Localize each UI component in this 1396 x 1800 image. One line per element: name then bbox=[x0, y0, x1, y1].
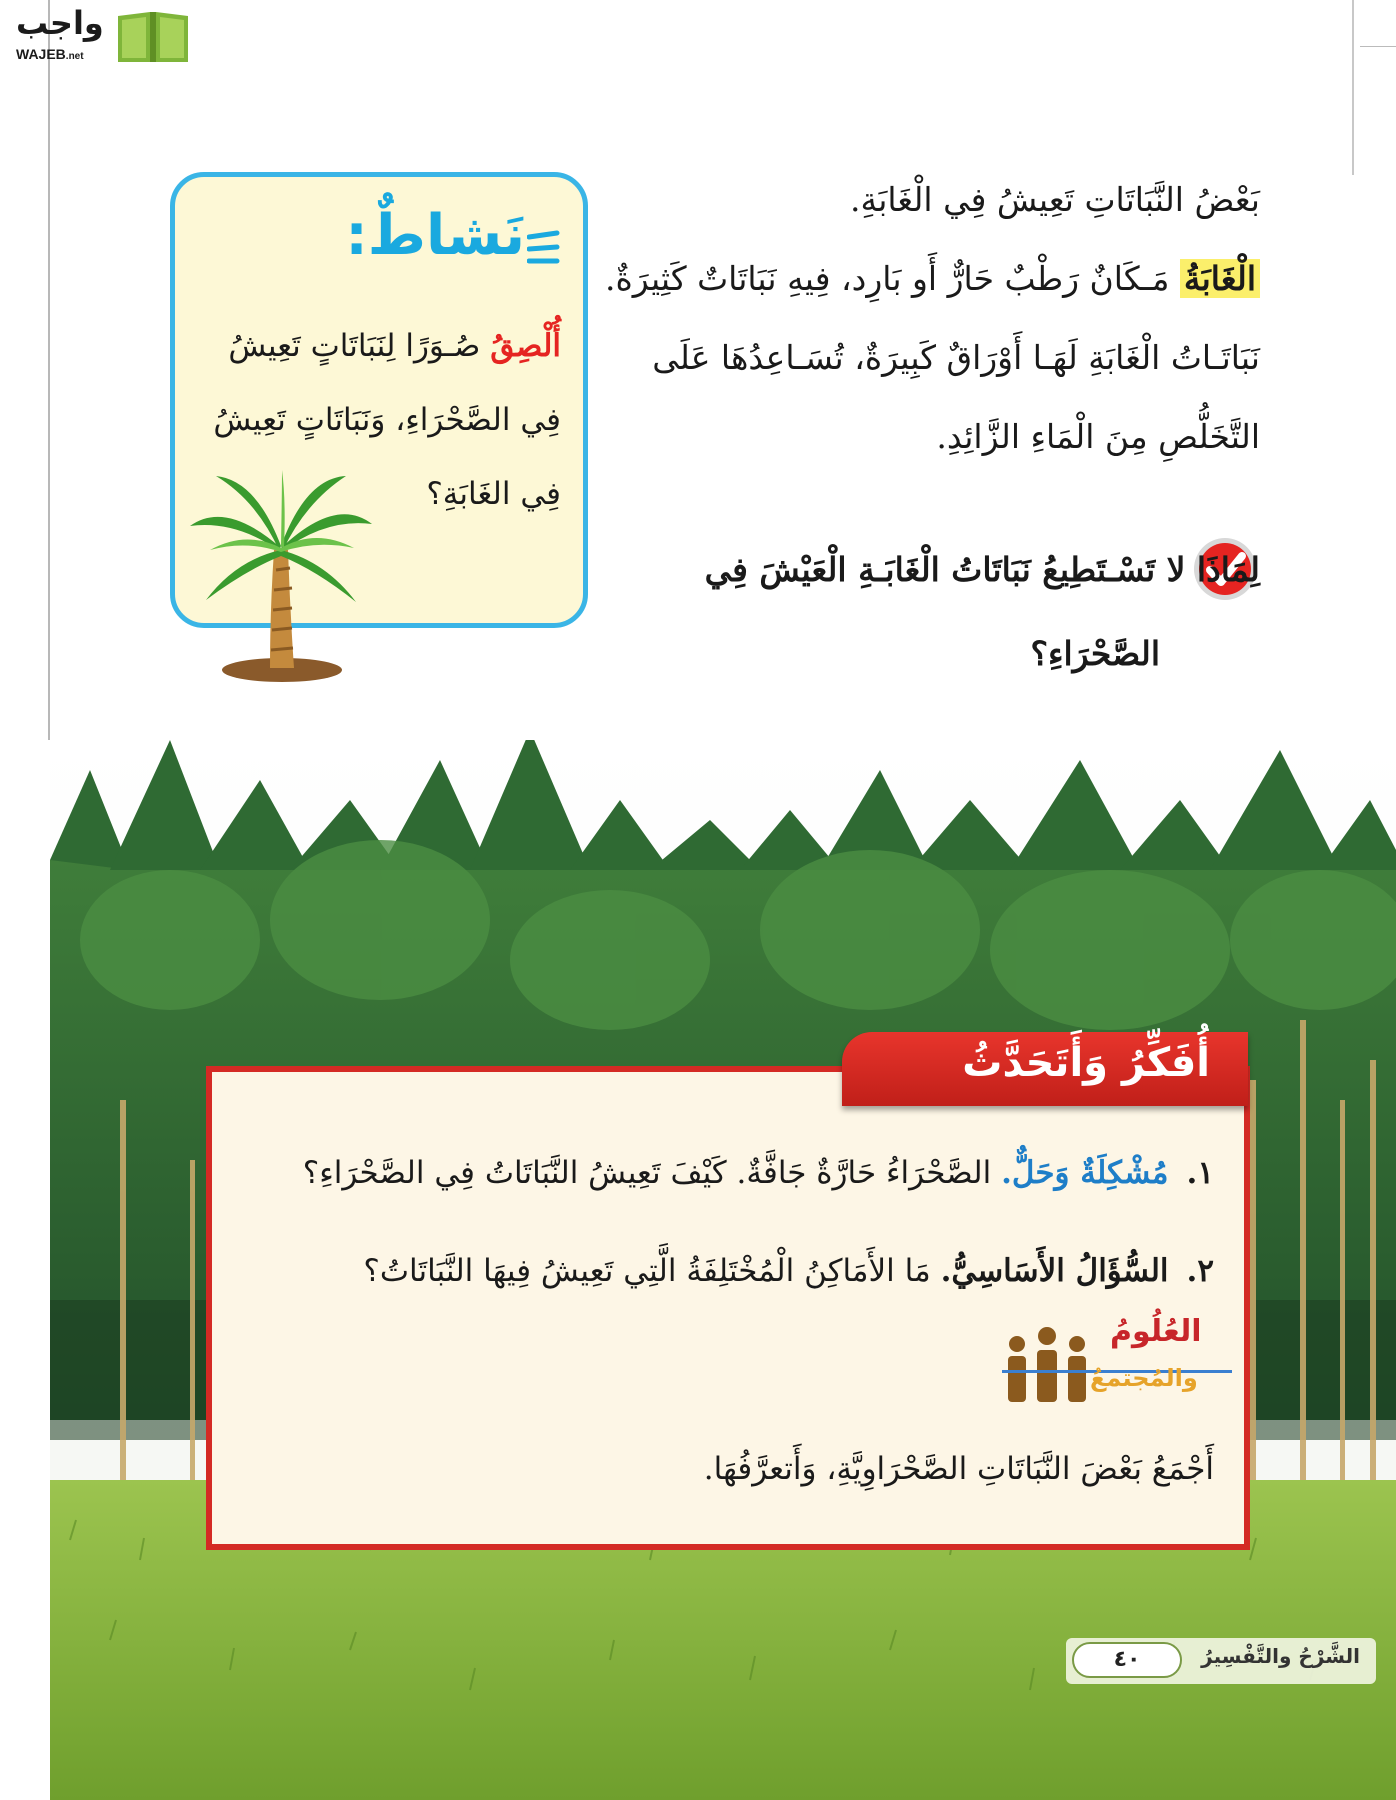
footer-label: الشَّرْحُ والتَّفْسِيرُ bbox=[1201, 1644, 1360, 1668]
paragraph-line: التَّخَلُّصِ مِنَ الْمَاءِ الزَّائِدِ. bbox=[936, 417, 1260, 456]
paragraph-line: نَبَاتَـاتُ الْغَابَةِ لَهَـا أَوْرَاقٌ كَبِيرَةٌ، تُسَـاعِدُهَا عَلَى bbox=[652, 338, 1260, 377]
think-talk-banner bbox=[842, 1032, 1248, 1106]
activity-verb: أُلْصِقُ bbox=[490, 328, 561, 364]
think-questions bbox=[234, 1124, 1214, 1320]
wajeb-logo[interactable] bbox=[8, 4, 192, 68]
page-number: ٤٠ bbox=[1072, 1642, 1182, 1678]
crop-mark bbox=[1352, 0, 1354, 175]
question-number: ٢. bbox=[1186, 1253, 1214, 1289]
palm-tree-illustration bbox=[186, 470, 376, 684]
question-item: ١.مُشْكِلَةٌ وَحَلٌّ. الصَّحْرَاءُ حَارَّةٌ جَافَّةٌ. كَيْفَ تَعِيشُ النَّبَاتَاتُ فِي الصَّحْرَاءِ؟ bbox=[234, 1124, 1214, 1222]
science-society-logo bbox=[1002, 1314, 1232, 1410]
science-logo-subtitle: والمُجتمعُ bbox=[1090, 1364, 1198, 1392]
main-paragraph bbox=[600, 160, 1260, 476]
page-edge-line bbox=[48, 0, 50, 740]
paragraph-line: بَعْضُ النَّبَاتَاتِ تَعِيشُ فِي الْغَابَةِ. bbox=[850, 180, 1260, 219]
highlighted-term: الْغَابَةُ bbox=[1180, 259, 1260, 298]
question-label: السُّؤَالُ الأَسَاسِيُّ. bbox=[940, 1253, 1169, 1289]
activity-line: فِي الغَابَةِ؟ bbox=[426, 476, 561, 512]
activity-title: نَشاطٌ: bbox=[345, 203, 525, 268]
logo-latin-text: WAJEB.net bbox=[16, 46, 84, 62]
science-logo-title: العُلُومُ bbox=[1110, 1314, 1202, 1349]
speed-lines-icon bbox=[527, 229, 561, 269]
question-item: ٢.السُّؤَالُ الأَسَاسِيُّ. مَا الأَمَاكِنُ الْمُخْتَلِفَةُ الَّتِي تَعِيشُ فِيهَا النَّبَاتَاتُ؟ bbox=[234, 1222, 1214, 1320]
people-icon bbox=[1002, 1326, 1092, 1406]
science-text: أَجْمَعُ بَعْضَ النَّبَاتَاتِ الصَّحْرَاوِيَّةِ، وَأَتعرَّفُهَا. bbox=[703, 1451, 1214, 1487]
check-question bbox=[610, 528, 1260, 696]
question-line: الصَّحْرَاءِ؟ bbox=[1030, 634, 1160, 673]
logo-arabic-text: واجب bbox=[16, 4, 104, 42]
think-talk-box bbox=[206, 1066, 1250, 1550]
book-icon bbox=[114, 8, 192, 66]
footer-bar bbox=[1066, 1638, 1376, 1684]
question-label: مُشْكِلَةٌ وَحَلٌّ. bbox=[1001, 1155, 1169, 1191]
think-talk-title: أُفَكِّرُ وَأَتَحَدَّثُ bbox=[962, 1040, 1210, 1086]
question-line: لِمَاذَا لا تَسْـتَطِيعُ نَبَاتَاتُ الْغَابَـةِ الْعَيْشَ فِي bbox=[704, 550, 1260, 589]
activity-line: فِي الصَّحْرَاءِ، وَنَبَاتَاتٍ تَعِيشُ bbox=[213, 402, 561, 438]
crop-mark bbox=[1360, 46, 1396, 47]
paragraph-line: الْغَابَةُ مَـكَانٌ رَطْبٌ حَارٌّ أَو بَارِد، فِيهِ نَبَاتَاتٌ كَثِيرَةٌ. bbox=[600, 239, 1260, 318]
activity-line: أُلْصِقُ صُـوَرًا لِنَبَاتَاتٍ تَعِيشُ bbox=[228, 328, 561, 364]
question-number: ١. bbox=[1186, 1155, 1214, 1191]
